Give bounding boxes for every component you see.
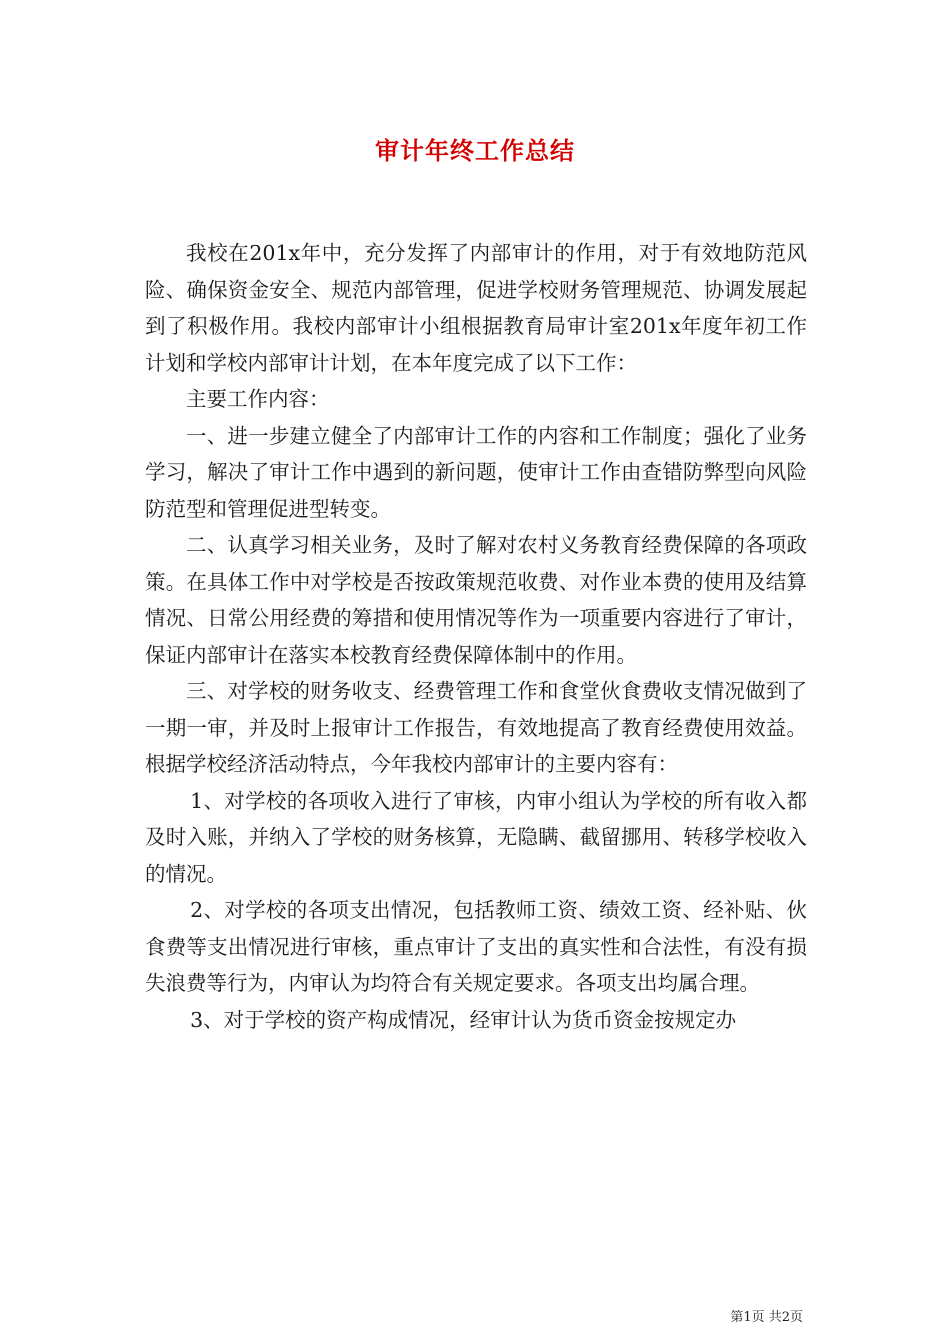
section-heading: 主要工作内容： [186,387,330,411]
intro-paragraph: 我校在201x年中，充分发挥了内部审计的作用，对于有效地防范风险、确保资金安全、规范内部管理，促进学校财务管理规范、协调发展起到了积极作用。我校内部审计小组根据教育局审计室201x年度年初工作计划和学校内部审计计划，在本年度完成了以下工作： [145,241,807,375]
page-number: 第1页 共2页 [730,1310,803,1325]
item-two-paragraph: 二、认真学习相关业务，及时了解对农村义务教育经费保障的各项政策。在具体工作中对学校是否按政策规范收费、对作业本费的使用及结算情况、日常公用经费的筹措和使用情况等作为一项重要内容进行了审计，保证内部审计在落实本校教育经费保障体制中的作用。 [145,533,807,667]
item-three-paragraph: 三、对学校的财务收支、经费管理工作和食堂伙食费收支情况做到了一期一审，并及时上报审计工作报告，有效地提高了教育经费使用效益。根据学校经济活动特点，今年我校内部审计的主要内容有： [145,679,807,776]
document-body [145,235,807,1038]
sub-item-2-paragraph: 2、对学校的各项支出情况，包括教师工资、绩效工资、经补贴、伙食费等支出情况进行审核，重点审计了支出的真实性和合法性，有没有损失浪费等行为，内审认为均符合有关规定要求。各项支出均属合理。 [145,898,807,995]
item-one-paragraph: 一、进一步建立健全了内部审计工作的内容和工作制度；强化了业务学习，解决了审计工作中遇到的新问题，使审计工作由查错防弊型向风险防范型和管理促进型转变。 [145,423,807,521]
sub-item-1-paragraph: 1、对学校的各项收入进行了审核，内审小组认为学校的所有收入都及时入账，并纳入了学校的财务核算，无隐瞒、截留挪用、转移学校收入的情况。 [145,788,807,886]
sub-item-3-paragraph: 3、对于学校的资产构成情况，经审计认为货币资金按规定办 [190,1007,737,1032]
document-title: 审计年终工作总结 [375,137,575,165]
